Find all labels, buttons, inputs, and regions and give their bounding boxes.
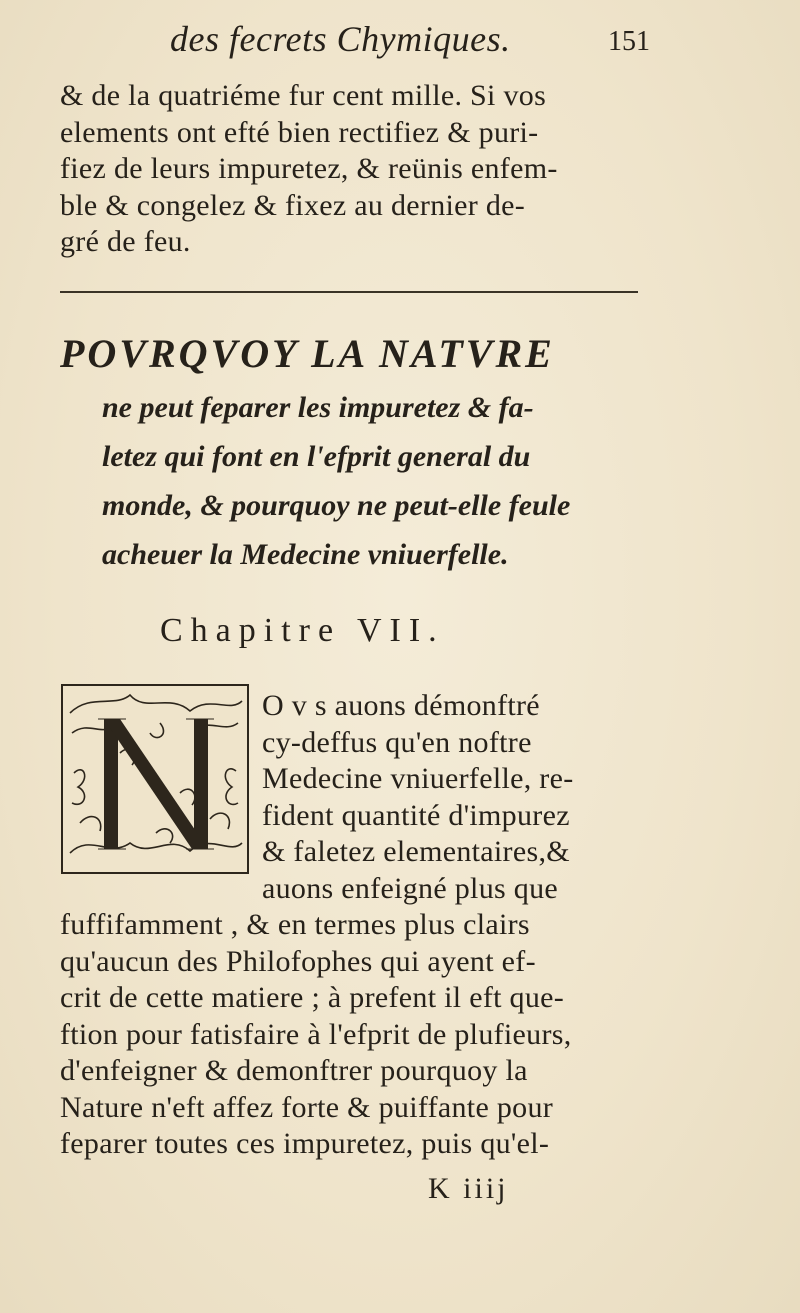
text-line: Nature n'eft affez forte & puiffante pour [60, 1090, 554, 1124]
text-line: elements ont efté bien rectifiez & puri- [60, 115, 539, 149]
paragraph-main [60, 907, 650, 1163]
text-line: Medecine vniuerfelle, re- [262, 762, 574, 795]
text-line: fiez de leurs impuretez, & reünis enfem- [60, 152, 558, 185]
page-number: 151 [608, 26, 650, 57]
text-line: ble & congelez & fixez au dernier de- [60, 188, 526, 222]
paragraph-top [60, 78, 650, 261]
section-divider [60, 291, 638, 293]
text-line: feparer toutes ces impuretez, puis qu'el- [60, 1127, 550, 1160]
text-line: gré de feu. [60, 225, 191, 258]
chapter-title: Chapitre VII. [160, 612, 445, 649]
text-line: cy-deffus qu'en noftre [262, 725, 532, 759]
text-line: & faletez elementaires,& [262, 835, 570, 868]
foliage-ornament-icon [60, 683, 250, 875]
text-line: O v s auons démonftré [262, 689, 540, 722]
text-line: crit de cette matiere ; à prefent il eft que- [60, 981, 565, 1014]
signature-mark: K iiij [428, 1172, 509, 1205]
text-line: ftion pour fatisfaire à l'efprit de plufieurs, [60, 1017, 572, 1051]
running-head: des fecrets Chymiques. [170, 19, 511, 59]
heading-main: POVRQVOY LA NATVRE [60, 331, 555, 376]
text-line: & de la quatriéme fur cent mille. Si vos [60, 79, 547, 112]
text-line: fident quantité d'impurez [262, 798, 570, 832]
section-heading [60, 325, 660, 579]
page-header [170, 18, 650, 68]
text-line: fuffifamment , & en termes plus clairs [60, 908, 530, 941]
heading-line: monde, & pourquoy ne peut-elle feule [102, 489, 571, 522]
decorated-initial [60, 683, 250, 875]
paragraph-drop-lines [262, 688, 657, 907]
heading-line: ne peut feparer les impuretez & fa- [102, 391, 534, 424]
text-line: auons enfeigné plus que [262, 871, 558, 905]
text-line: d'enfeigner & demonftrer pourquoy la [60, 1054, 528, 1087]
heading-line: letez qui font en l'efprit general du [102, 440, 531, 473]
heading-line: acheuer la Medecine vniuerfelle. [102, 538, 509, 571]
text-line: qu'aucun des Philofophes qui ayent ef- [60, 944, 536, 978]
